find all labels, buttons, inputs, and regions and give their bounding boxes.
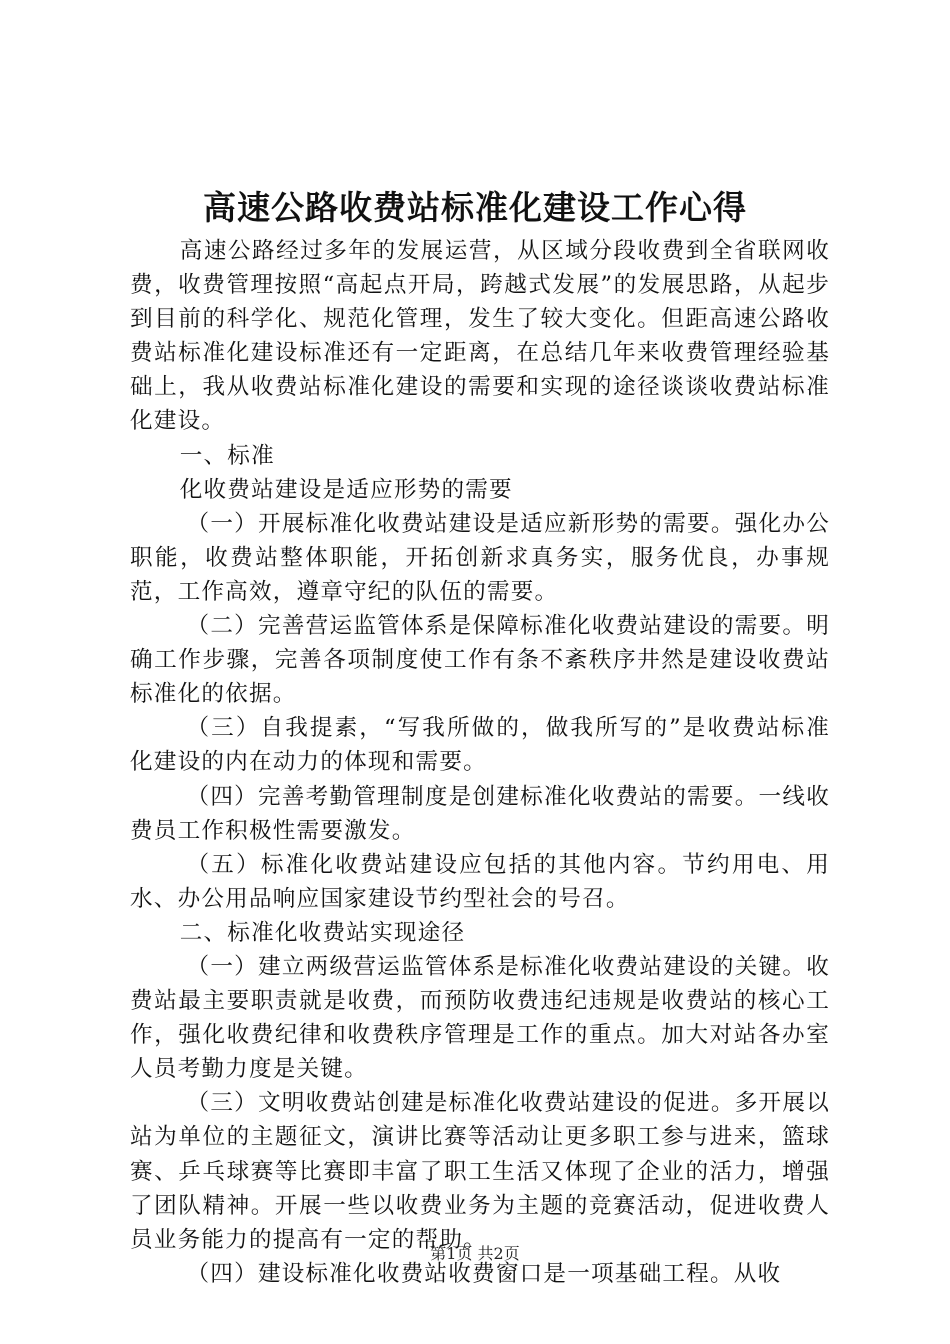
paragraph-1-1: （一）开展标准化收费站建设是适应新形势的需要。强化办公职能，收费站整体职能，开拓创新求真务实，服务优良，办事规范，工作高效，遵章守纪的队伍的需要。: [130, 510, 830, 605]
section-heading-2: 二、标准化收费站实现途径: [179, 919, 466, 946]
paragraph-2-1: （一）建立两级营运监管体系是标准化收费站建设的关键。收费站最主要职责就是收费，而预防收费违纪违规是收费站的核心工作，强化收费纪律和收费秩序管理是工作的重点。加大对站各办室人员考勤力度是关键。: [130, 953, 830, 1083]
paragraph-1-4: （四）完善考勤管理制度是创建标准化收费站的需要。一线收费员工作积极性需要激发。: [130, 783, 830, 844]
section-heading-1-continued: 化收费站建设是适应形势的需要: [179, 476, 513, 503]
paragraph-intro: 高速公路经过多年的发展运营，从区域分段收费到全省联网收费，收费管理按照“高起点开局，跨越式发展”的发展思路，从起步到目前的科学化、规范化管理，发生了较大变化。但距高速公路收费站标准化建设标准还有一定距离，在总结几年来收费管理经验基础上，我从收费站标准化建设的需要和实现的途径谈谈收费站标准化建设。: [130, 238, 830, 435]
document-title: 高速公路收费站标准化建设工作心得: [203, 188, 747, 227]
paragraph-2-3: （三）文明收费站创建是标准化收费站建设的促进。多开展以站为单位的主题征文，演讲比赛等活动让更多职工参与进来，篮球赛、乒乓球赛等比赛即丰富了职工生活又体现了企业的活力，增强了团队精神。开展一些以收费业务为主题的竞赛活动，促进收费人员业务能力的提高有一定的帮助。: [130, 1090, 830, 1253]
document-body: [130, 234, 830, 1291]
paragraph-2-4: （四）建设标准化收费站收费窗口是一项基础工程。从收: [186, 1260, 782, 1287]
paragraph-1-5: （五）标准化收费站建设应包括的其他内容。节约用电、用水、办公用品响应国家建设节约型社会的号召。: [130, 851, 830, 912]
section-heading-1: 一、标准: [179, 442, 275, 469]
page-number-footer: 第1页 共2页: [430, 1244, 520, 1263]
paragraph-1-2: （二）完善营运监管体系是保障标准化收费站建设的需要。明确工作步骤，完善各项制度使工作有条不紊秩序井然是建设收费站标准化的依据。: [130, 613, 830, 708]
paragraph-1-3: （三）自我提素，“写我所做的，做我所写的”是收费站标准化建设的内在动力的体现和需要。: [130, 715, 830, 776]
